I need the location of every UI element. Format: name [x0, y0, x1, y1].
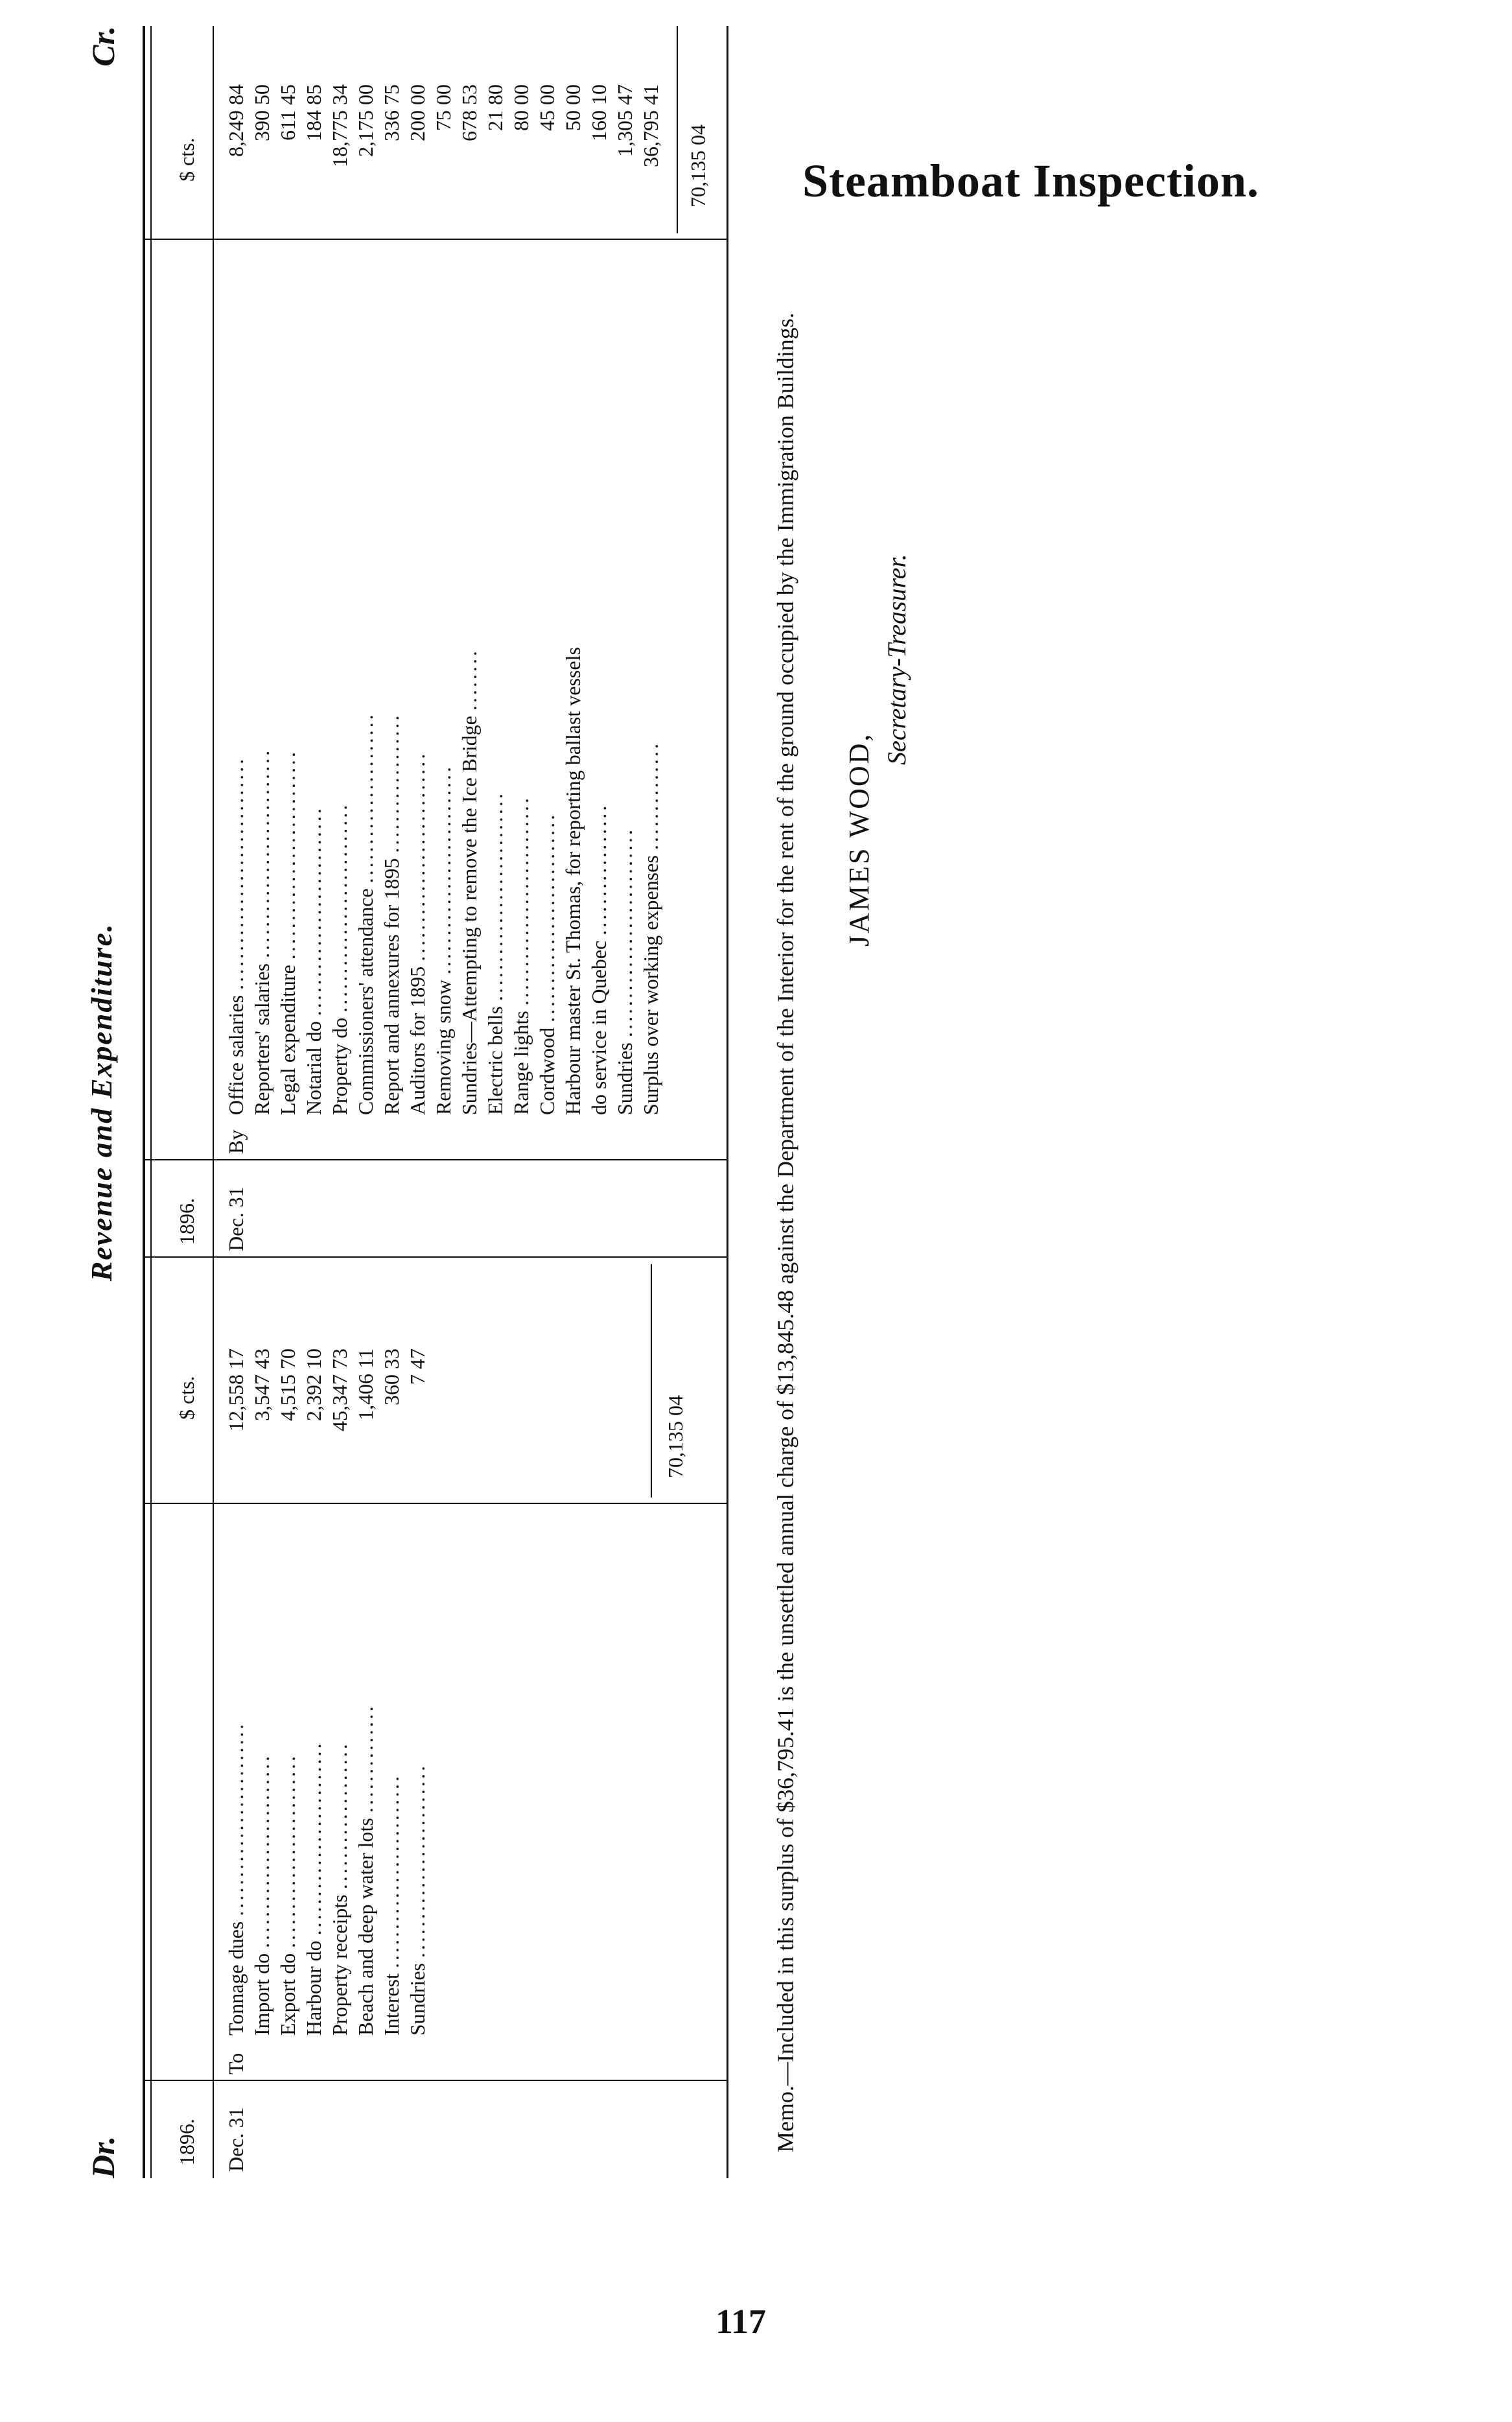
expenditure-item: Legal expenditure ........................... — [276, 749, 299, 1115]
expenditure-amount: 2,175 00 — [354, 84, 377, 157]
expenditure-currency-head: $ cts. — [175, 137, 198, 182]
revenue-date: Dec. 31 — [224, 2107, 248, 2172]
revenue-amount: 360 33 — [380, 1348, 403, 1405]
revenue-amount: 45,347 73 — [328, 1348, 351, 1431]
expenditure-prefix: By — [224, 1129, 248, 1154]
revenue-item: Export do ......................... — [276, 1753, 299, 2036]
expenditure-total: 70,135 04 — [686, 124, 710, 207]
revenue-item: Property receipts ................... — [328, 1741, 351, 2036]
statement-title: Revenue and Expenditure. — [85, 923, 118, 1282]
revenue-total: 70,135 04 — [664, 1395, 687, 1478]
expenditure-amount: 45 00 — [535, 84, 559, 131]
expenditure-amount: 184 85 — [302, 84, 325, 141]
expenditure-labels — [223, 253, 664, 1115]
expenditure-item: Removing snow ........................... — [432, 764, 455, 1115]
expenditure-amount: 75 00 — [432, 84, 455, 131]
expenditure-item: do service in Quebec ................. — [587, 803, 611, 1115]
revenue-item: Import do ......................... — [250, 1753, 273, 2036]
expenditure-item: Reporters' salaries ........................... — [250, 747, 273, 1115]
expenditure-amount: 36,795 41 — [639, 84, 662, 167]
revenue-item: Tonnage dues ......................... — [224, 1721, 248, 2036]
expenditure-item: Harbour master St. Thomas, for reporting ballast vessels — [561, 647, 585, 1115]
expenditure-item: Range lights ........................... — [509, 795, 533, 1115]
expenditure-item: Property do ........................... — [328, 802, 351, 1115]
signature-title: Secretary-Treasurer. — [882, 554, 911, 765]
revenue-labels — [223, 1517, 430, 2036]
revenue-amounts — [223, 1348, 430, 1498]
revenue-amount: 4,515 70 — [276, 1348, 299, 1421]
expenditure-amount: 678 53 — [458, 84, 481, 141]
expenditure-amount: 18,775 34 — [328, 84, 351, 167]
revenue-amount: 12,558 17 — [224, 1348, 248, 1431]
expenditure-item: Office salaries .............................. — [224, 756, 248, 1115]
page-number: 117 — [715, 2302, 767, 2341]
expenditure-amount: 1,305 47 — [613, 84, 636, 157]
expenditure-year: 1896. — [175, 1198, 198, 1245]
revenue-year: 1896. — [175, 2119, 198, 2165]
running-head: Steamboat Inspection. — [802, 155, 1259, 207]
revenue-amount: 3,547 43 — [250, 1348, 273, 1421]
debit-heading: Dr. — [85, 2135, 121, 2178]
credit-heading: Cr. — [85, 26, 121, 67]
revenue-currency-head: $ cts. — [175, 1376, 198, 1420]
revenue-amount: 1,406 11 — [354, 1348, 377, 1420]
expenditure-item: Notarial do ........................... — [302, 806, 325, 1115]
signature-name: JAMES WOOD, — [843, 732, 875, 946]
revenue-item: Harbour do ......................... — [302, 1741, 325, 2036]
expenditure-item: Surplus over working expenses .............. — [639, 741, 662, 1115]
expenditure-amount: 8,249 84 — [224, 84, 248, 157]
revenue-amount: 2,392 10 — [302, 1348, 325, 1421]
expenditure-amount: 611 45 — [276, 84, 299, 141]
expenditure-amount: 80 00 — [509, 84, 533, 131]
revenue-item: Interest ......................... — [380, 1774, 403, 2036]
expenditure-amount: 50 00 — [561, 84, 585, 131]
expenditure-item: Auditors for 1895 ........................... — [406, 751, 429, 1115]
revenue-item: Beach and deep water lots .............. — [354, 1704, 377, 2036]
rotated-ledger-page — [65, 26, 959, 2178]
expenditure-item: Cordwood ........................... — [535, 812, 559, 1115]
expenditure-item: Sundries ........................... — [613, 827, 636, 1115]
memo-note: Memo.—Included in this surplus of $36,795.41 is the unsettled annual charge of $13,845.48 against the Department of the Interior for the rent of the ground occupied by the Immigration Buildings. — [773, 312, 798, 2152]
expenditure-date: Dec. 31 — [224, 1186, 248, 1251]
expenditure-amount: 390 50 — [250, 84, 273, 141]
revenue-item: Sundries ......................... — [406, 1763, 429, 2036]
expenditure-amount: 200 00 — [406, 84, 429, 141]
revenue-prefix: To — [224, 2052, 248, 2075]
expenditure-item: Electric bells ........................... — [483, 791, 507, 1115]
expenditure-amount: 336 75 — [380, 84, 403, 141]
expenditure-item: Commissioners' attendance ...................... — [354, 712, 377, 1115]
revenue-amount: 7 47 — [406, 1348, 429, 1385]
expenditure-amounts — [223, 84, 664, 233]
expenditure-amount: 21 80 — [483, 84, 507, 131]
ledger-table — [143, 26, 728, 2178]
expenditure-item: Report and annexures for 1895 .................. — [380, 712, 403, 1115]
expenditure-item: Sundries—Attempting to remove the Ice Bridge ........ — [458, 648, 481, 1115]
expenditure-amount: 160 10 — [587, 84, 611, 141]
